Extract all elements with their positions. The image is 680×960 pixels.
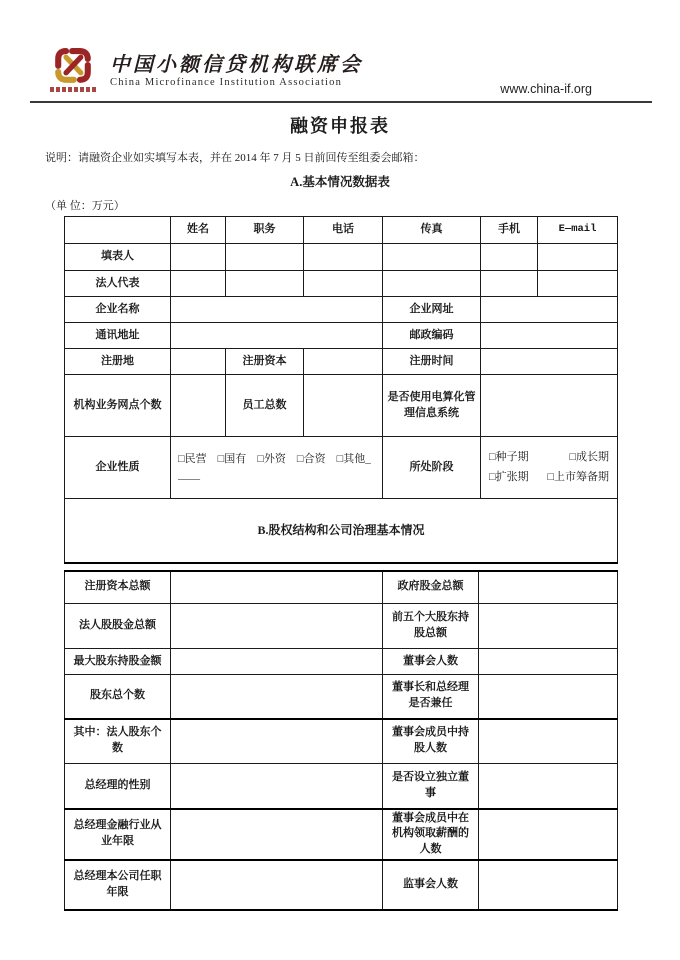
section-b-heading-row (65, 499, 618, 563)
website-url: www.china-if.org (500, 82, 592, 96)
label-company-website: 企业网址 (383, 297, 481, 323)
label-registered-capital: 注册资本 (226, 349, 304, 375)
value-cell (171, 860, 383, 910)
label-board-shareholding-members: 董事会成员中持股人数 (383, 719, 479, 764)
checkbox-ipo-prep-stage: □上市筹备期 (547, 470, 609, 483)
value-cell (304, 271, 383, 297)
value-cell (304, 349, 383, 375)
section-a-table (64, 216, 618, 564)
value-cell (481, 297, 618, 323)
value-cell (481, 349, 618, 375)
label-registration-time: 注册时间 (383, 349, 481, 375)
checkbox-seed-stage: □种子期 (489, 450, 529, 463)
value-cell (479, 604, 618, 649)
label-branch-count: 机构业务网点个数 (65, 375, 171, 437)
unit-note: （单 位：万元） (45, 200, 125, 212)
org-name-chinese: 中国小额信贷机构联席会 (110, 54, 363, 76)
table-row (65, 604, 618, 649)
label-legal-person-equity: 法人股股金总额 (65, 604, 171, 649)
corner-cell (65, 217, 171, 244)
value-cell (481, 323, 618, 349)
value-cell (171, 571, 383, 604)
page-title: 融资申报表 (290, 116, 390, 136)
checkbox-expansion-stage: □扩张期 (489, 470, 529, 483)
label-mailing-address: 通讯地址 (65, 323, 171, 349)
logo-tagline-marks (50, 87, 96, 92)
table-row (65, 649, 618, 675)
table-row-mailing-address (65, 323, 618, 349)
col-header-fax: 传真 (383, 217, 481, 244)
label-registration-place: 注册地 (65, 349, 171, 375)
value-cell (481, 375, 618, 437)
label-largest-shareholder: 最大股东持股金额 (65, 649, 171, 675)
row-label-legal-rep: 法人代表 (65, 271, 171, 297)
value-cell (479, 764, 618, 809)
contact-header-row (65, 217, 618, 244)
label-company-nature: 企业性质 (65, 437, 171, 499)
value-cell (479, 719, 618, 764)
value-cell (171, 271, 226, 297)
table-row-legal-rep (65, 271, 618, 297)
value-cell (171, 675, 383, 719)
value-cell (171, 323, 383, 349)
value-cell (479, 649, 618, 675)
value-cell (538, 271, 618, 297)
label-gm-gender: 总经理的性别 (65, 764, 171, 809)
label-computerized-system: 是否使用电算化管理信息系统 (383, 375, 481, 437)
association-knot-logo-icon (50, 45, 96, 85)
col-header-phone: 电话 (304, 217, 383, 244)
nature-checkbox-options: □民营 □国有 □外资 □合资 □其他_____ (171, 437, 383, 499)
label-stage: 所处阶段 (383, 437, 481, 499)
value-cell (171, 244, 226, 271)
value-cell (226, 271, 304, 297)
value-cell (304, 244, 383, 271)
value-cell (171, 349, 226, 375)
table-row (65, 675, 618, 719)
table-row (65, 764, 618, 809)
value-cell (171, 719, 383, 764)
label-salaried-board-members: 董事会成员中在机构领取薪酬的人数 (383, 809, 479, 861)
label-chairman-gm-dual: 董事长和总经理是否兼任 (383, 675, 479, 719)
label-legal-person-shareholders: 其中：法人股东个数 (65, 719, 171, 764)
instructions-note: 说明：请融资企业如实填写本表，并在 2014 年 7 月 5 日前回传至组委会邮箱： (45, 152, 425, 164)
section-b-table (64, 570, 618, 912)
table-row-branches (65, 375, 618, 437)
value-cell (481, 271, 538, 297)
value-cell (479, 809, 618, 861)
value-cell (479, 675, 618, 719)
section-b-heading: B.股权结构和公司治理基本情况 (65, 499, 618, 563)
value-cell (226, 244, 304, 271)
label-gm-tenure: 总经理本公司任职年限 (65, 860, 171, 910)
org-name-english: China Microfinance Institution Association (110, 77, 343, 88)
label-employee-total: 员工总数 (226, 375, 304, 437)
checkbox-growth-stage: □成长期 (569, 450, 609, 463)
value-cell (304, 375, 383, 437)
value-cell (383, 244, 481, 271)
table-row-form-filler (65, 244, 618, 271)
label-postal-code: 邮政编码 (383, 323, 481, 349)
label-supervisory-board-size: 监事会人数 (383, 860, 479, 910)
col-header-name: 姓名 (171, 217, 226, 244)
header-divider (30, 101, 652, 103)
table-row (65, 571, 618, 604)
label-registered-capital-total: 注册资本总额 (65, 571, 171, 604)
col-header-email: E—mail (538, 217, 618, 244)
table-row-company-name (65, 297, 618, 323)
table-row (65, 719, 618, 764)
row-label-form-filler: 填表人 (65, 244, 171, 271)
value-cell (171, 649, 383, 675)
col-header-position: 职务 (226, 217, 304, 244)
form-content (0, 110, 680, 911)
table-row-registration (65, 349, 618, 375)
value-cell (171, 764, 383, 809)
value-cell (383, 271, 481, 297)
stage-checkbox-options (481, 437, 618, 499)
label-gm-finance-experience: 总经理金融行业从业年限 (65, 809, 171, 861)
value-cell (171, 297, 383, 323)
table-row (65, 860, 618, 910)
col-header-mobile: 手机 (481, 217, 538, 244)
value-cell (171, 809, 383, 861)
value-cell (171, 604, 383, 649)
table-row-company-nature (65, 437, 618, 499)
value-cell (479, 860, 618, 910)
value-cell (538, 244, 618, 271)
table-row (65, 809, 618, 861)
label-government-equity: 政府股金总额 (383, 571, 479, 604)
value-cell (171, 375, 226, 437)
section-a-heading: A.基本情况数据表 (290, 175, 390, 189)
label-shareholder-total: 股东总个数 (65, 675, 171, 719)
value-cell (481, 244, 538, 271)
label-board-size: 董事会人数 (383, 649, 479, 675)
value-cell (479, 571, 618, 604)
label-top5-shareholders: 前五个大股东持股总额 (383, 604, 479, 649)
label-company-name: 企业名称 (65, 297, 171, 323)
label-independent-directors: 是否设立独立董事 (383, 764, 479, 809)
